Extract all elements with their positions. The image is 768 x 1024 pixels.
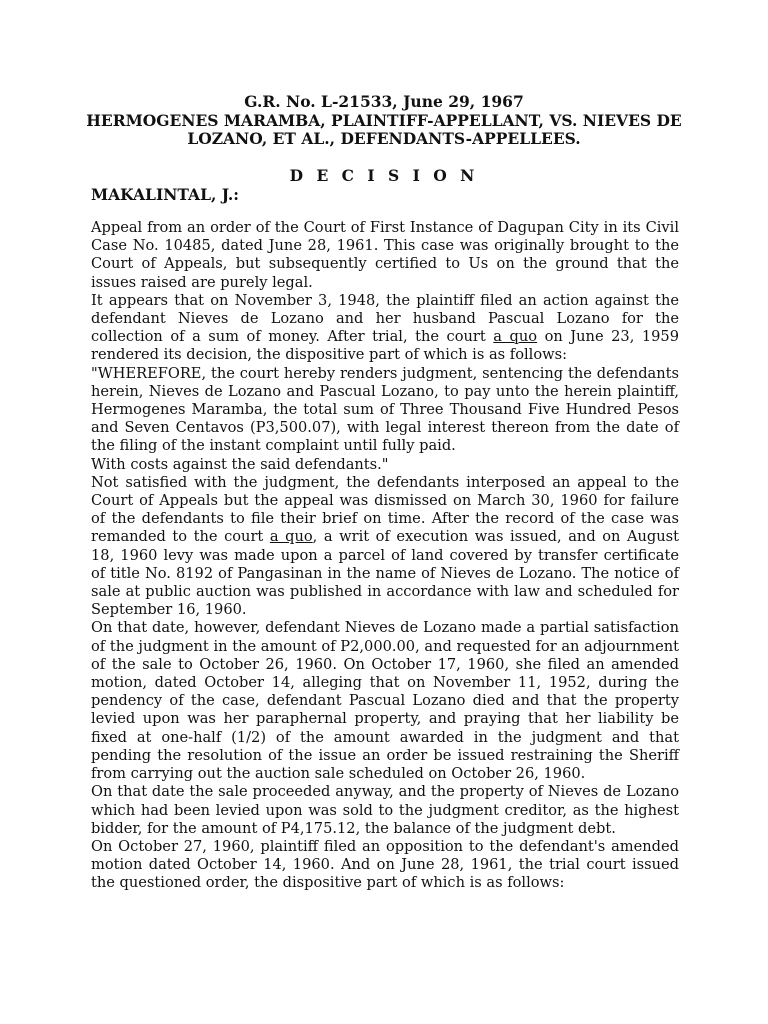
- paragraph-4-costs: With costs against the said defendants.": [91, 455, 389, 473]
- paragraph-2-a-quo: a quo: [493, 328, 538, 346]
- paragraph-2: [91, 292, 679, 365]
- paragraph-5-a-quo: a quo: [269, 528, 313, 546]
- paragraph-1: Appeal from an order of the Court of First Instance of Dagupan City in its Civil Case No. 10485, dated June 28, 1961. This case was originally brought to the Court of Appeals, but subsequently certified to Us on the ground that the issues raised are purely legal.: [91, 219, 679, 291]
- case-parties-line-2: LOZANO, ET AL., DEFENDANTS-APPELLEES.: [187, 129, 581, 148]
- paragraph-5-text-a: Not satisfied with the judgment, the defendants interposed an appeal to the Court of Appeals but the appeal was dismissed on March 30, 1960 for failure of the defendants to file their brief on time. After the record of the case was remanded to the court: [91, 473, 679, 546]
- case-title-block: [80, 93, 688, 149]
- paragraph-2-text-a: It appears that on November 3, 1948, the plaintiff filed an action against the defendant Nieves de Lozano and her husband Pascual Lozano for the collection of a sum of money. After trial, the court: [91, 291, 679, 346]
- paragraph-5: [91, 474, 679, 620]
- case-parties-line-1: HERMOGENES MARAMBA, PLAINTIFF-APPELLANT, VS. NIEVES DE: [86, 110, 682, 130]
- paragraph-3-quoted-judgment: "WHEREFORE, the court hereby renders judgment, sentencing the defendants herein, Nieves de Lozano and Pascual Lozano, to pay unto the herein plaintiff, Hermogenes Maramba, the total sum of Three Thousand Five Hundred Pesos and Seven Centavos (P3,500.07), with legal interest thereon from the date of the filing of the instant complaint until fully paid.: [91, 364, 679, 455]
- paragraph-7: On that date the sale proceeded anyway, and the property of Nieves de Lozano which had been levied upon was sold to the judgment creditor, as the highest bidder, for the amount of P4,175.12, the balance of the judgment debt.: [91, 783, 679, 837]
- paragraph-2-text-b: on June 23, 1959 rendered its decision, the dispositive part of which is as follows:: [91, 328, 679, 364]
- paragraph-6: On that date, however, defendant Nieves de Lozano made a partial satisfaction of the judgment in the amount of P2,000.00, and requested for an adjournment of the sale to October 26, 1960. On October 17, 1960, she filed an amended motion, dated October 14, alleging that on November 11, 1952, during the pendency of the case, defendant Pascual Lozano died and that the property levied upon was her paraphernal property, and praying that her liability be fixed at one-half (1/2) of the amount awarded in the judgment and that pending the resolution of the issue an order be issued restraining the Sheriff from carrying out the auction sale scheduled on October 26, 1960.: [91, 619, 679, 783]
- paragraph-5-text-b: , a writ of execution was issued, and on August 18, 1960 levy was made upon a parcel of land covered by transfer certificate of title No. 8192 of Pangasinan in the name of Nieves de Lozano. The notice of sale at public auction was published in accordance with law and scheduled for September 16, 1960.: [91, 528, 679, 619]
- decision-body: [91, 219, 679, 893]
- decision-heading: D E C I S I O N: [289, 166, 479, 185]
- paragraph-8: On October 27, 1960, plaintiff filed an opposition to the defendant's amended motion dated October 14, 1960. And on June 28, 1961, the trial court issued the questioned order, the dispositive part of which is as follows:: [91, 837, 679, 892]
- case-number-date: G.R. No. L-21533, June 29, 1967: [244, 92, 524, 111]
- ponente: MAKALINTAL, J.:: [91, 185, 240, 204]
